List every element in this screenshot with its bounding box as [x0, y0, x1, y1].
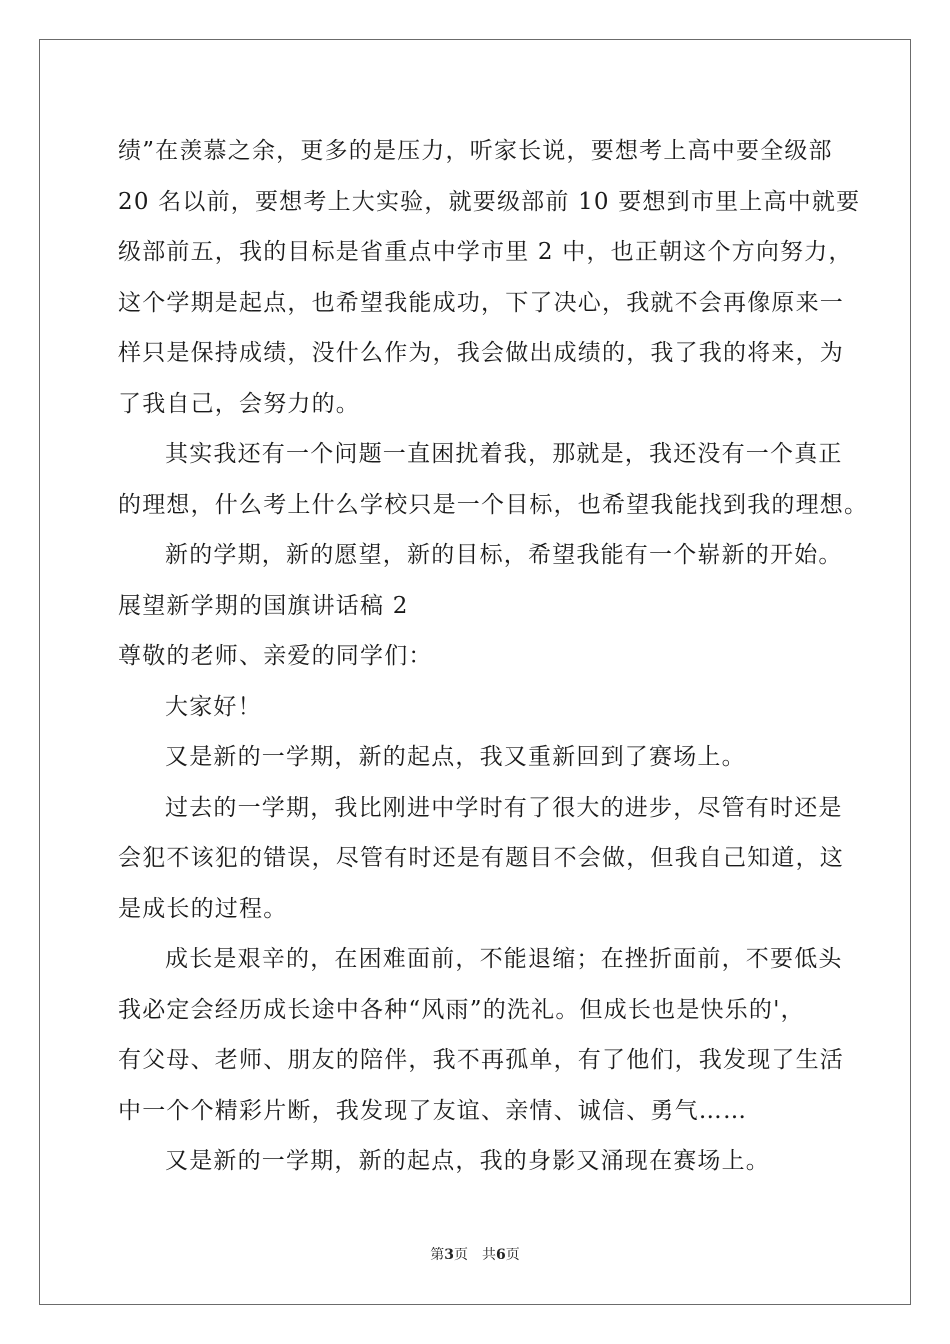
page-total: 6: [496, 1247, 506, 1263]
text-line-7: 其实我还有一个问题一直困扰着我，那就是，我还没有一个真正: [165, 441, 843, 467]
page-footer: [0, 1246, 950, 1264]
text-line-20: 中一个个精彩片断，我发现了友谊、亲情、诚信、勇气……: [118, 1097, 748, 1124]
salutation: 尊敬的老师、亲爱的同学们：: [118, 643, 433, 669]
text-line-18: 我必定会经历成长途中各种“风雨”的洗礼。但成长也是快乐的'，: [118, 996, 805, 1023]
greeting: 大家好！: [165, 693, 262, 720]
text-line-17: 成长是艰辛的，在困难面前，不能退缩；在挫折面前，不要低头: [165, 946, 843, 972]
text-line-3: 级部前五，我的目标是省重点中学市里 2 中，也正朝这个方向努力，: [118, 239, 853, 265]
text-line-9: 新的学期，新的愿望，新的目标，希望我能有一个崭新的开始。: [165, 542, 843, 568]
text-line-1: 绩”在羡慕之余，更多的是压力，听家长说，要想考上高中要全级部: [118, 138, 833, 164]
total-suffix: 页: [505, 1247, 520, 1263]
text-line-21: 又是新的一学期，新的起点，我的身影又涌现在赛场上。: [165, 1148, 770, 1174]
text-line-16: 是成长的过程。: [118, 895, 288, 922]
page-current: 3: [444, 1247, 454, 1263]
text-line-5: 样只是保持成绩，没什么作为，我会做出成绩的，我了我的将来，为: [118, 340, 844, 366]
section-heading: 展望新学期的国旗讲话稿 2: [118, 592, 409, 619]
text-line-14: 过去的一学期，我比刚进中学时有了很大的进步，尽管有时还是: [165, 794, 843, 821]
document-body: [118, 126, 869, 1187]
text-line-2: 20 名以前，要想考上大实验，就要级部前 10 要想到市里上高中就要: [118, 188, 861, 215]
total-prefix: 共: [482, 1247, 496, 1263]
text-line-19: 有父母、老师、朋友的陪伴，我不再孤单，有了他们，我发现了生活: [118, 1047, 844, 1073]
text-line-4: 这个学期是起点，也希望我能成功，下了决心，我就不会再像原来一: [118, 289, 844, 316]
text-line-15: 会犯不该犯的错误，尽管有时还是有题目不会做，但我自己知道，这: [118, 845, 844, 871]
text-line-13: 又是新的一学期，新的起点，我又重新回到了赛场上。: [165, 744, 746, 770]
page-prefix: 第: [430, 1247, 445, 1263]
page-suffix: 页: [454, 1247, 468, 1263]
text-line-6: 了我自己，会努力的。: [118, 390, 360, 417]
text-line-8: 的理想，什么考上什么学校只是一个目标，也希望我能找到我的理想。: [118, 491, 869, 518]
